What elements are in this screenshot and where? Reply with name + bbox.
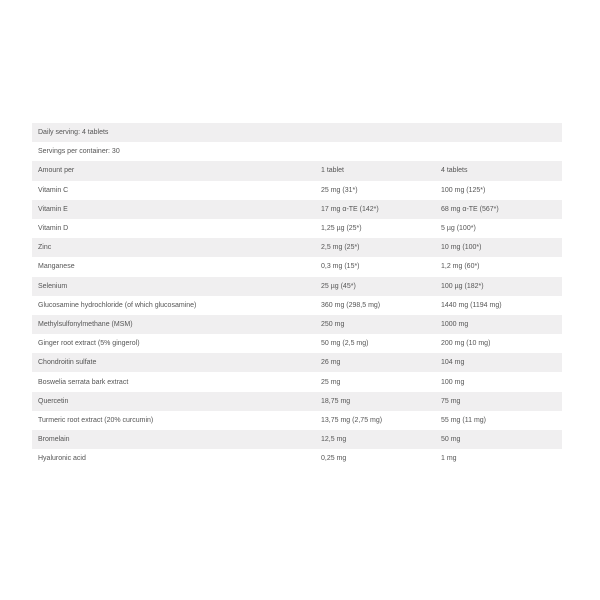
amount-four-tablets: 75 mg <box>435 392 562 411</box>
ingredient-name: Selenium <box>32 277 315 296</box>
table-row <box>32 315 562 334</box>
amount-one-tablet: 26 mg <box>315 353 435 372</box>
amount-one-tablet: 25 µg (45*) <box>315 277 435 296</box>
amount-one-tablet: 360 mg (298,5 mg) <box>315 296 435 315</box>
header-one-tablet: 1 tablet <box>315 161 435 180</box>
amount-one-tablet: 12,5 mg <box>315 430 435 449</box>
ingredient-name: Vitamin E <box>32 200 315 219</box>
amount-four-tablets: 68 mg α-TE (567*) <box>435 200 562 219</box>
table-row <box>32 392 562 411</box>
table-row <box>32 411 562 430</box>
amount-four-tablets: 1000 mg <box>435 315 562 334</box>
table-row <box>32 200 562 219</box>
amount-one-tablet: 18,75 mg <box>315 392 435 411</box>
amount-four-tablets: 100 mg (125*) <box>435 181 562 200</box>
amount-one-tablet: 250 mg <box>315 315 435 334</box>
amount-one-tablet: 50 mg (2,5 mg) <box>315 334 435 353</box>
table-row <box>32 238 562 257</box>
ingredient-name: Turmeric root extract (20% curcumin) <box>32 411 315 430</box>
header-four-tablets: 4 tablets <box>435 161 562 180</box>
amount-one-tablet: 1,25 µg (25*) <box>315 219 435 238</box>
table-row <box>32 277 562 296</box>
amount-one-tablet: 17 mg α-TE (142*) <box>315 200 435 219</box>
header-amount-per: Amount per <box>32 161 315 180</box>
ingredient-name: Methylsulfonylmethane (MSM) <box>32 315 315 334</box>
amount-one-tablet: 2,5 mg (25*) <box>315 238 435 257</box>
daily-serving-row <box>32 123 562 142</box>
ingredient-name: Boswelia serrata bark extract <box>32 372 315 391</box>
table-row <box>32 353 562 372</box>
ingredient-name: Zinc <box>32 238 315 257</box>
ingredient-name: Chondroitin sulfate <box>32 353 315 372</box>
servings-per-container-text: Servings per container: 30 <box>32 142 562 161</box>
amount-one-tablet: 0,25 mg <box>315 449 435 468</box>
amount-four-tablets: 5 µg (100*) <box>435 219 562 238</box>
amount-four-tablets: 1,2 mg (60*) <box>435 257 562 276</box>
table-row <box>32 372 562 391</box>
ingredient-name: Bromelain <box>32 430 315 449</box>
amount-four-tablets: 1440 mg (1194 mg) <box>435 296 562 315</box>
amount-one-tablet: 13,75 mg (2,75 mg) <box>315 411 435 430</box>
table-row <box>32 219 562 238</box>
amount-four-tablets: 1 mg <box>435 449 562 468</box>
amount-four-tablets: 10 mg (100*) <box>435 238 562 257</box>
ingredient-name: Hyaluronic acid <box>32 449 315 468</box>
table-header-row <box>32 161 562 180</box>
table-row <box>32 430 562 449</box>
amount-four-tablets: 50 mg <box>435 430 562 449</box>
table-row <box>32 296 562 315</box>
daily-serving-text: Daily serving: 4 tablets <box>32 123 562 142</box>
table-row <box>32 449 562 468</box>
ingredient-name: Quercetin <box>32 392 315 411</box>
amount-one-tablet: 25 mg (31*) <box>315 181 435 200</box>
amount-four-tablets: 100 µg (182*) <box>435 277 562 296</box>
ingredient-name: Glucosamine hydrochloride (of which glucosamine) <box>32 296 315 315</box>
ingredient-name: Vitamin D <box>32 219 315 238</box>
table-row <box>32 334 562 353</box>
servings-per-container-row <box>32 142 562 161</box>
ingredient-name: Manganese <box>32 257 315 276</box>
amount-four-tablets: 100 mg <box>435 372 562 391</box>
amount-four-tablets: 55 mg (11 mg) <box>435 411 562 430</box>
table-row <box>32 181 562 200</box>
ingredient-name: Vitamin C <box>32 181 315 200</box>
nutrition-facts-table <box>32 123 562 468</box>
table-row <box>32 257 562 276</box>
ingredient-name: Ginger root extract (5% gingerol) <box>32 334 315 353</box>
amount-one-tablet: 25 mg <box>315 372 435 391</box>
amount-four-tablets: 104 mg <box>435 353 562 372</box>
amount-four-tablets: 200 mg (10 mg) <box>435 334 562 353</box>
amount-one-tablet: 0,3 mg (15*) <box>315 257 435 276</box>
